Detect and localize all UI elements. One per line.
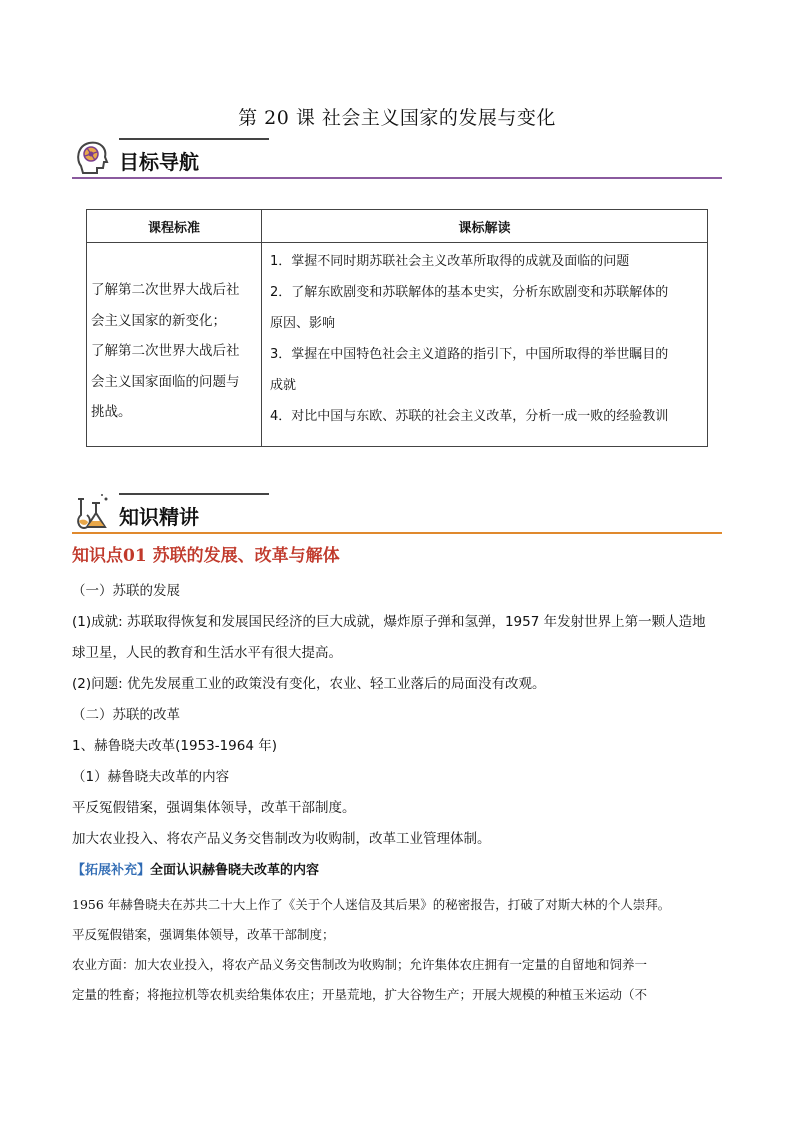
body-line: 球卫星，人民的教育和生活水平有很大提高。 [72,645,342,661]
curriculum-table [86,209,708,447]
interpretation-line: 1．掌握不同时期苏联社会主义改革所取得的成就及面临的问题 [270,254,630,269]
body-line: （1）赫鲁晓夫改革的内容 [72,769,230,785]
interpretation-line: 原因、影响 [270,316,336,331]
body-line: 平反冤假错案，强调集体领导，改革干部制度。 [72,800,356,816]
table-row [87,243,708,447]
standard-line: 会主义国家面临的问题与 [91,373,240,390]
body-line: 加大农业投入、将农产品义务交售制改为收购制，改革工业管理体制。 [72,831,491,847]
section-goal-rule [72,177,722,179]
body-line: （二）苏联的改革 [72,707,180,723]
standard-line: 挑战。 [91,404,132,420]
extension-line: 平反冤假错案，强调集体领导，改革干部制度； [72,927,335,942]
interpretation-line: 2．了解东欧剧变和苏联解体的基本史实，分析东欧剧变和苏联解体的 [270,285,669,300]
section-goal-header [72,136,722,184]
page-title: 第 20 课 社会主义国家的发展与变化 [238,107,556,129]
table-header-standard: 课程标准 [87,210,262,243]
extension-heading: 全面认识赫鲁晓夫改革的内容 [150,863,320,878]
body-line: 1、赫鲁晓夫改革(1953-1964 年) [72,738,277,754]
section-knowledge-label: 知识精讲 [119,505,199,529]
section-goal-label: 目标导航 [119,150,199,174]
extension-tag: 【拓展补充】 [72,863,151,878]
standard-cell [87,243,262,447]
extension-line: 农业方面：加大农业投入，将农产品义务交售制改为收购制；允许集体农庄拥有一定量的自留地和饲养一 [72,957,648,972]
brain-gear-icon [72,136,112,176]
body-line: (2)问题: 优先发展重工业的政策没有变化，农业、轻工业落后的局面没有改观。 [72,676,546,692]
extension-title [72,859,319,878]
table-header-row [87,210,708,243]
extension-body [72,890,724,1010]
interpretation-line: 3．掌握在中国特色社会主义道路的指引下，中国所取得的举世瞩目的 [270,347,669,362]
header-overline [119,493,269,495]
flask-icon [72,491,112,531]
standard-line: 了解第二次世界大战后社 [91,282,240,298]
body-text [72,576,724,855]
section-knowledge-rule [72,532,722,534]
extension-line: 1956 年赫鲁晓夫在苏共二十大上作了《关于个人迷信及其后果》的秘密报告，打破了对斯大林的个人崇拜。 [72,897,671,912]
interpretation-line: 4．对比中国与东欧、苏联的社会主义改革，分析一成一败的经验教训 [270,409,669,424]
body-line: （一）苏联的发展 [72,583,180,599]
standard-line: 会主义国家的新变化； [91,312,226,329]
body-line: (1)成就: 苏联取得恢复和发展国民经济的巨大成就，爆炸原子弹和氢弹，1957 年发射世界上第一颗人造地 [72,614,706,630]
header-overline [119,138,269,140]
section-knowledge-header [72,491,722,539]
knowledge-point-title: 知识点01 苏联的发展、改革与解体 [72,546,340,566]
extension-line: 定量的牲畜；将拖拉机等农机卖给集体农庄；开垦荒地，扩大谷物生产；开展大规模的种植玉米运动（不 [72,987,648,1002]
interpretation-cell [262,243,708,447]
table-header-interpretation: 课标解读 [262,210,708,243]
standard-line: 了解第二次世界大战后社 [91,343,240,359]
interpretation-line: 成就 [270,378,297,393]
